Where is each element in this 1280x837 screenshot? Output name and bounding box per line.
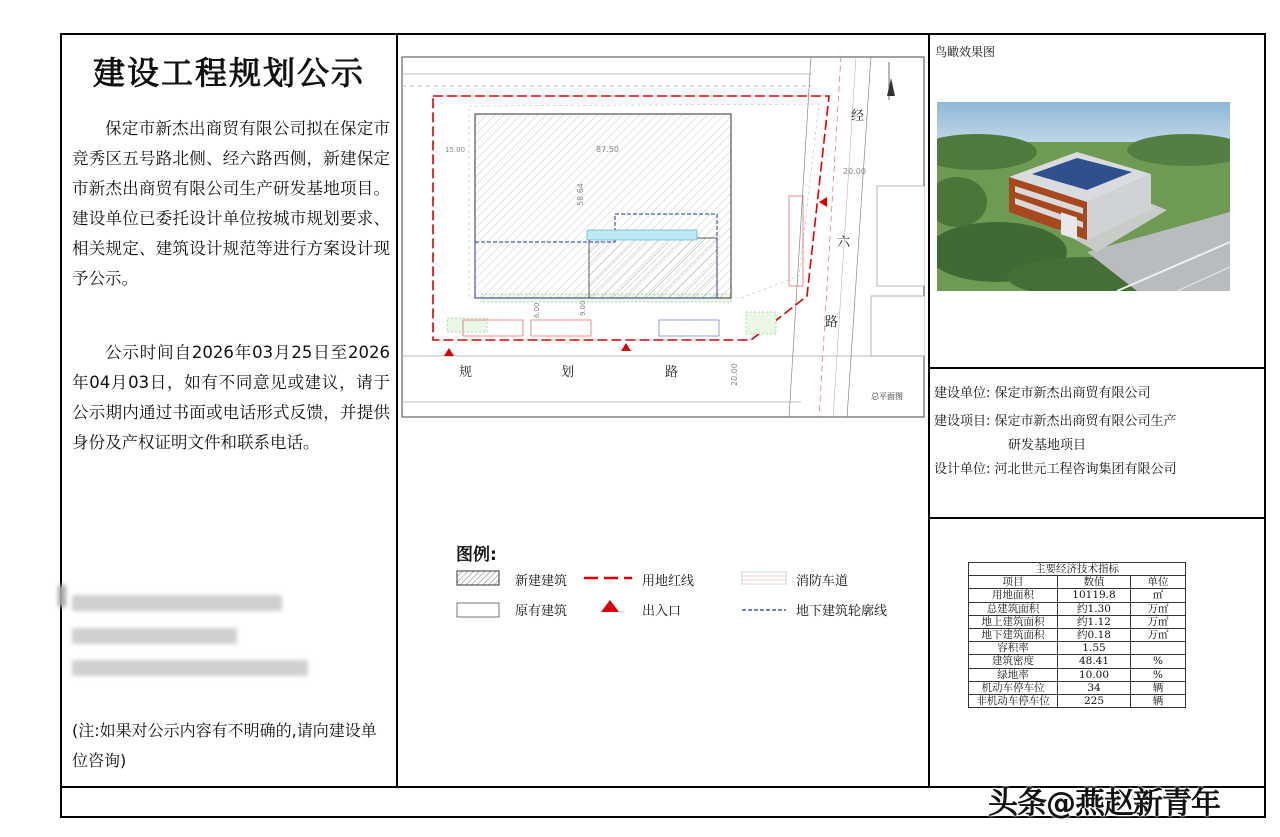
legend-title: 图例: [456, 545, 497, 565]
consult-note: (注:如果对公示内容有不明确的,请向建设单位咨询) [72, 721, 377, 770]
info-developer-label: 建设单位: [934, 386, 991, 401]
info-project-value-1: 保定市新杰出商贸有限公司生产 [994, 414, 1177, 429]
indicator-unit: 辆 [1131, 694, 1186, 707]
legend-new-building-swatch [457, 571, 499, 585]
table-row [969, 589, 1186, 602]
indicator-value: 约1.12 [1058, 615, 1131, 628]
info-developer-value: 保定市新杰出商贸有限公司 [994, 386, 1151, 401]
table-row [969, 602, 1186, 615]
notice-paragraph-2 [72, 338, 390, 458]
table-row [969, 655, 1186, 668]
indicators-header-value: 数值 [1058, 576, 1131, 589]
divider-info-top [928, 367, 1266, 369]
dim-length: 87.50 [596, 145, 619, 154]
info-project-line-2: 研发基地项目 [1008, 438, 1087, 453]
indicator-value: 10119.8 [1058, 589, 1131, 602]
dim-depth: 58.64 [576, 183, 585, 206]
indicator-value: 34 [1058, 681, 1131, 694]
redacted-contact-3 [72, 660, 308, 676]
indicator-name: 容积率 [969, 642, 1058, 655]
dim-south: 20.00 [730, 363, 739, 386]
indicator-value: 约1.30 [1058, 602, 1131, 615]
notice-paragraph-1-text: 保定市新杰出商贸有限公司拟在保定市竞秀区五号路北侧、经六路西侧，新建保定市新杰出商贸有限公司生产研发基地项目。建设单位已委托设计单位按城市规划要求、相关规定、建筑设计规范等进行方案设计现予公示。 [72, 119, 390, 288]
info-project-label: 建设项目: [934, 414, 991, 429]
indicator-value: 1.55 [1058, 642, 1131, 655]
indicator-unit: % [1131, 655, 1186, 668]
legend-red-line: 用地红线 [642, 574, 695, 589]
indicator-name: 非机动车停车位 [969, 694, 1058, 707]
indicator-name: 用地面积 [969, 589, 1058, 602]
indicator-name: 地下建筑面积 [969, 628, 1058, 641]
indicator-unit: ㎡ [1131, 589, 1186, 602]
legend-existing-building-swatch [457, 603, 499, 617]
legend-fire-lane-swatch [742, 572, 786, 584]
info-developer [934, 383, 1151, 405]
redacted-contact-2 [72, 628, 237, 644]
indicator-unit: 万㎡ [1131, 602, 1186, 615]
table-row [969, 668, 1186, 681]
indicator-unit [1131, 642, 1186, 655]
dim-gap: 6.00 [533, 302, 541, 318]
aerial-title: 鸟瞰效果图 [935, 45, 996, 59]
page-title: 建设工程规划公示 [92, 54, 365, 92]
divider-left [396, 33, 398, 787]
indicator-unit: 万㎡ [1131, 628, 1186, 641]
info-designer-value: 河北世元工程咨询集团有限公司 [994, 462, 1177, 477]
legend-fire-lane: 消防车道 [796, 574, 849, 589]
indicator-name: 机动车停车位 [969, 681, 1058, 694]
indicator-value: 225 [1058, 694, 1131, 707]
table-row [969, 681, 1186, 694]
legend-entrance-swatch [601, 600, 619, 612]
road-south-char-3: 路 [665, 365, 679, 380]
legend-entrance: 出入口 [642, 604, 682, 619]
indicator-name: 地上建筑面积 [969, 615, 1058, 628]
indicators-header-item: 项目 [969, 576, 1058, 589]
divider-info-bottom [928, 517, 1266, 519]
info-project [934, 411, 1177, 433]
road-south-char-1: 规 [459, 365, 473, 380]
table-row [969, 628, 1186, 641]
notice-paragraph-1 [72, 114, 390, 294]
indicators-header-unit: 单位 [1131, 576, 1186, 589]
indicators-table [968, 562, 1186, 708]
info-designer [934, 459, 1177, 481]
table-row [969, 694, 1186, 707]
redacted-contact-1 [72, 595, 282, 611]
indicator-name: 总建筑面积 [969, 602, 1058, 615]
dim-gap2: 9.00 [579, 300, 587, 316]
site-plan-label: 总平面图 [871, 392, 903, 401]
dim-side: 15.00 [445, 146, 466, 154]
indicator-value: 约0.18 [1058, 628, 1131, 641]
aerial-rendering-image [937, 102, 1230, 291]
indicators-caption-row [969, 563, 1186, 576]
indicator-unit: 万㎡ [1131, 615, 1186, 628]
indicators-caption: 主要经济技术指标 [969, 563, 1186, 576]
indicator-value: 10.00 [1058, 668, 1131, 681]
legend-swatches [456, 566, 816, 626]
road-east-char-2: 六 [837, 235, 851, 250]
indicators-header-row [969, 576, 1186, 589]
indicator-unit: % [1131, 668, 1186, 681]
table-row [969, 642, 1186, 655]
info-designer-label: 设计单位: [934, 462, 991, 477]
indicator-unit: 辆 [1131, 681, 1186, 694]
notice-paragraph-2-text: 公示时间自2026年03月25日至2026年04月03日，如有不同意见或建议，请于公示期内通过书面或电话形式反馈，并提供身份及产权证明文件和联系电话。 [72, 343, 390, 452]
road-east-char-3: 路 [825, 315, 839, 330]
road-south-char-2: 划 [561, 365, 575, 380]
divider-right [928, 33, 930, 787]
indicator-name: 绿地率 [969, 668, 1058, 681]
indicator-value: 48.41 [1058, 655, 1131, 668]
redacted-marker [58, 585, 66, 607]
site-plan-drawing [401, 56, 925, 418]
legend-underground: 地下建筑轮廓线 [796, 604, 888, 619]
table-row [969, 615, 1186, 628]
indicator-name: 建筑密度 [969, 655, 1058, 668]
watermark: 头条@燕赵新青年 [988, 786, 1220, 821]
dim-road: 20.00 [843, 167, 866, 176]
road-east-char-1: 经 [851, 109, 865, 124]
legend-existing-building: 原有建筑 [515, 604, 568, 619]
legend-new-building: 新建建筑 [515, 574, 568, 589]
